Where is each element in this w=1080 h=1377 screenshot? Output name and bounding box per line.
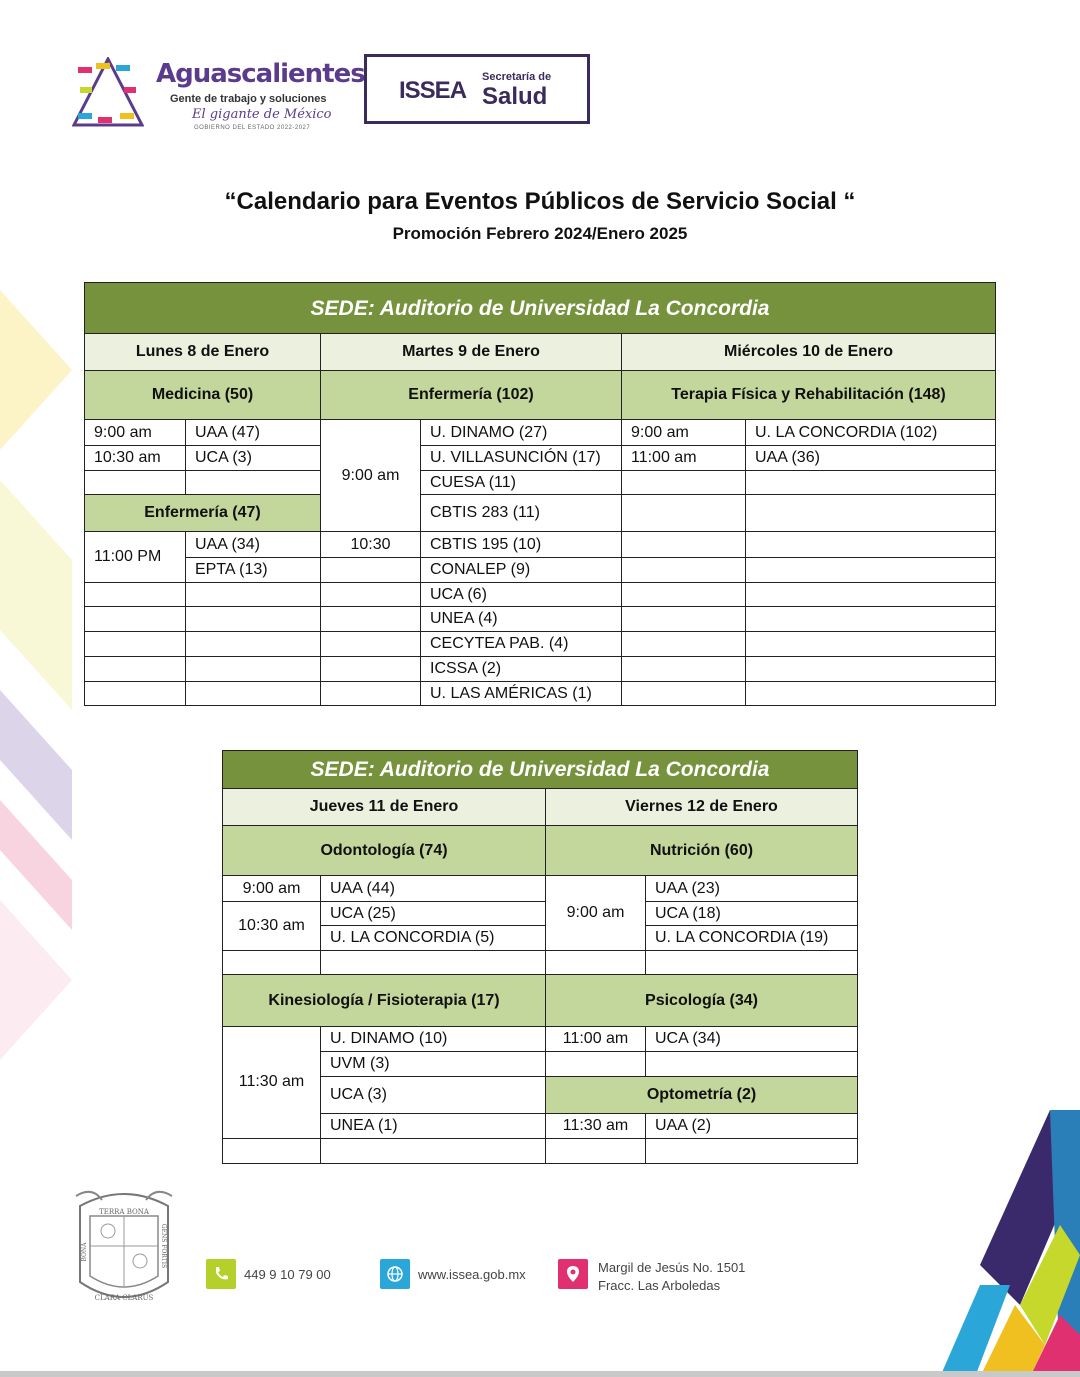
lunes-inst-2: UCA (3) [195,449,252,466]
lunes-time-1: 9:00 am [94,423,152,441]
viernes-inst-2: UCA (18) [655,904,721,922]
aguascalientes-a-icon [72,57,144,127]
day-viernes: Viernes 12 de Enero [546,789,857,825]
secretaria-small: Secretaría de [482,71,552,83]
viernes-inst-3: U. LA CONCORDIA (19) [655,929,829,946]
martes-inst-9: CECYTEA PAB. (4) [430,635,569,652]
martes-inst-2: U. VILLASUNCIÓN (17) [430,449,601,466]
schedule-table-2 [222,750,858,1164]
program-optometria: Optometría (2) [546,1077,857,1113]
miercoles-inst-2: UAA (36) [755,449,820,466]
lunes-inst-4: EPTA (13) [195,561,268,578]
jueves-time-1: 9:00 am [242,879,301,897]
day-miercoles: Miércoles 10 de Enero [622,334,995,370]
issea-text: ISSEA [399,77,467,104]
escudo-aguascalientes-seal [72,1186,176,1308]
jueves-inst-6: UCA (3) [330,1086,387,1103]
miercoles-time-2: 11:00 am [631,449,697,466]
martes-inst-11: U. LAS AMÉRICAS (1) [430,685,592,702]
footer-web: www.issea.gob.mx [418,1267,526,1282]
viernes-time-2: 11:00 am [562,1030,629,1047]
jueves-time-2: 10:30 am [238,917,305,934]
program-odontologia: Odontología (74) [223,826,545,875]
viernes-inst-5: UAA (2) [655,1117,712,1134]
program-kinesiologia: Kinesiología / Fisioterapia (17) [223,975,545,1026]
bottom-bar [0,1371,1080,1377]
jueves-time-3: 11:30 am [238,1073,305,1090]
issea-logo [364,54,590,124]
jueves-inst-3: U. LA CONCORDIA (5) [330,929,495,946]
ags-title: Aguascalientes [156,59,365,89]
martes-inst-6: CONALEP (9) [430,561,531,578]
program-medicina: Medicina (50) [85,371,320,419]
program-nutricion: Nutrición (60) [546,826,857,875]
escudo-top-text: TERRA BONA [99,1208,149,1216]
lunes-inst-1: UAA (47) [195,423,260,441]
jueves-inst-5: UVM (3) [330,1055,390,1072]
location-pin-icon [558,1259,588,1289]
martes-inst-7: UCA (6) [430,585,487,603]
footer-phone: 449 9 10 79 00 [244,1267,331,1282]
lunes-time-2: 10:30 am [94,449,161,466]
jueves-inst-2: UCA (25) [330,904,396,922]
viernes-inst-1: UAA (23) [655,879,720,897]
page-title: “Calendario para Eventos Públicos de Servicio Social “ [224,188,856,215]
ags-gov: GOBIERNO DEL ESTADO 2022-2027 [194,125,311,131]
day-jueves: Jueves 11 de Enero [223,789,545,825]
jueves-inst-4: U. DINAMO (10) [330,1030,448,1047]
program-enfermeria: Enfermería (102) [321,371,621,419]
martes-inst-1: U. DINAMO (27) [430,423,548,441]
ags-slogan: El gigante de México [192,107,332,122]
viernes-time-3: 11:30 am [562,1117,629,1134]
martes-inst-4: CBTIS 283 (11) [430,504,540,521]
martes-inst-10: ICSSA (2) [430,660,502,677]
decorative-chevrons-left [0,280,80,1100]
lunes-inst-3: UAA (34) [195,535,260,553]
page-subtitle: Promoción Febrero 2024/Enero 2025 [392,224,688,243]
escudo-left-text: BONA [81,1242,88,1262]
escudo-right-text: GENS FORTIS [160,1223,167,1269]
program-terapia: Terapia Física y Rehabilitación (148) [622,371,995,419]
martes-inst-5: CBTIS 195 (10) [430,535,542,553]
sede-header-2: SEDE: Auditorio de Universidad La Concordia [223,751,857,788]
escudo-bottom-text: CLARA CLARUS [94,1294,154,1302]
footer-address-1: Margil de Jesús No. 1501 [598,1260,746,1275]
day-martes: Martes 9 de Enero [321,334,621,370]
jueves-inst-1: UAA (44) [330,879,395,897]
martes-inst-8: UNEA (4) [430,610,498,627]
martes-inst-3: CUESA (11) [430,473,516,491]
viernes-inst-4: UCA (34) [655,1030,721,1047]
schedule-table-1 [84,282,996,706]
martes-time-2: 10:30 [350,535,391,553]
ags-subtitle: Gente de trabajo y soluciones [170,93,327,105]
martes-time-1: 9:00 am [341,466,400,484]
miercoles-inst-1: U. LA CONCORDIA (102) [755,423,938,441]
phone-icon [206,1259,236,1289]
secretaria-big: Salud [482,83,548,110]
lunes-program-enfermeria: Enfermería (47) [85,495,320,531]
decorative-a-logo-right [920,1105,1080,1377]
miercoles-time-1: 9:00 am [631,423,689,441]
jueves-inst-7: UNEA (1) [330,1117,398,1134]
globe-icon [380,1259,410,1289]
aguascalientes-logo [72,55,365,140]
day-lunes: Lunes 8 de Enero [85,334,320,370]
footer-address-2: Fracc. Las Arboledas [598,1278,721,1293]
lunes-time-3: 11:00 PM [94,548,162,565]
viernes-time-1: 9:00 am [566,904,625,921]
program-psicologia: Psicología (34) [546,975,857,1026]
sede-header: SEDE: Auditorio de Universidad La Concordia [85,283,995,333]
